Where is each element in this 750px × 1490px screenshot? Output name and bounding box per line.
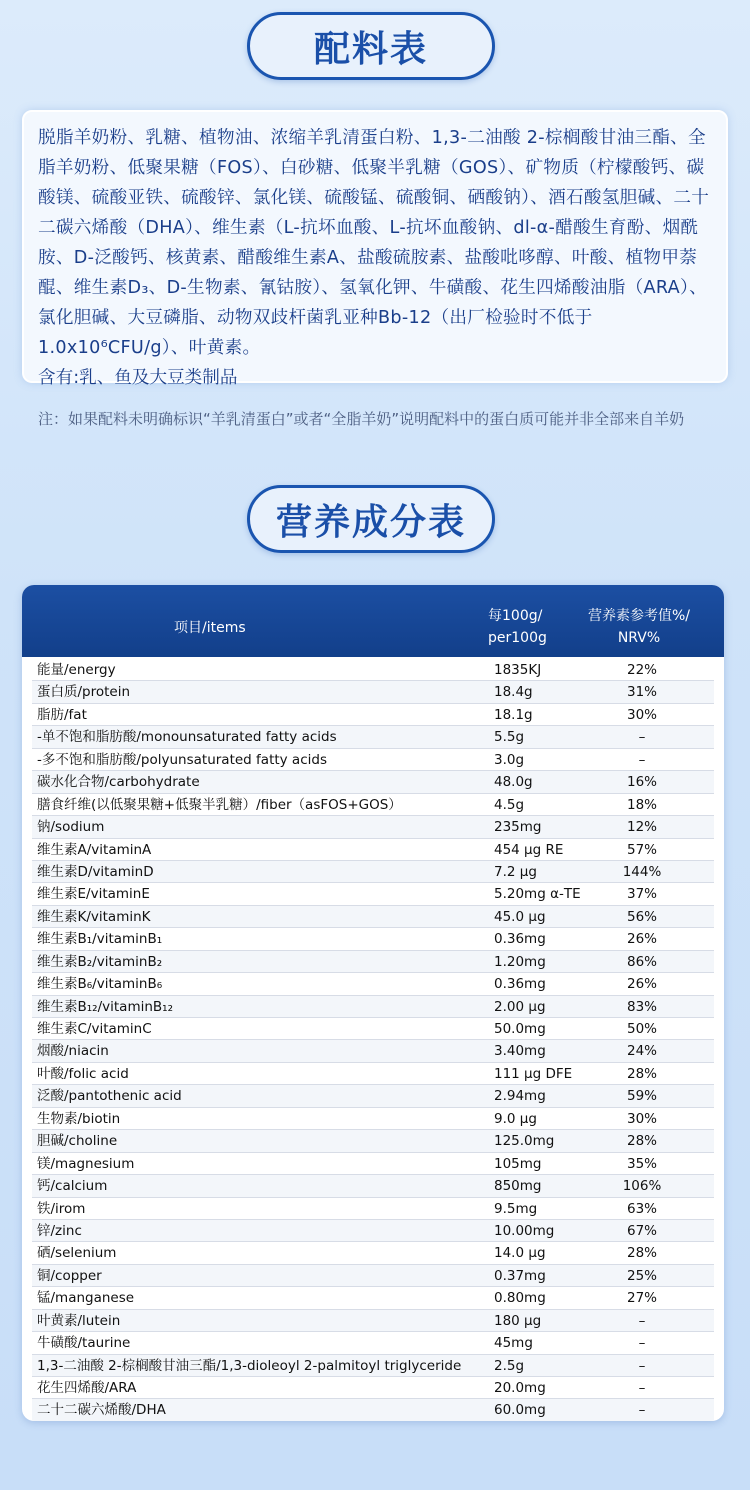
- nutrient-name: 膳食纤维(以低聚果糖+低聚半乳糖）/fiber（asFOS+GOS）: [37, 796, 402, 813]
- table-row: [32, 771, 714, 793]
- nutrient-value: 4.5g: [494, 796, 525, 813]
- header-item: 项目/items: [174, 620, 246, 636]
- ingredient-note: 注：如果配料未明确标识“羊乳清蛋白”或者“全脂羊奶”说明配料中的蛋白质可能并非全部来自羊奶: [38, 410, 685, 428]
- nutrient-value: 180 μg: [494, 1312, 542, 1329]
- table-row: [32, 973, 714, 995]
- nutrient-value: 10.00mg: [494, 1222, 555, 1239]
- nutrient-name: 蛋白质/protein: [37, 684, 131, 701]
- nutrient-value: 111 μg DFE: [494, 1065, 573, 1082]
- nutrient-name: -多不饱和脂肪酸/polyunsaturated fatty acids: [37, 751, 327, 768]
- nutrient-value: 3.0g: [494, 751, 525, 768]
- nutrient-value: 1.20mg: [494, 953, 546, 970]
- nutrient-name: 牛磺酸/taurine: [37, 1335, 131, 1352]
- nutrient-nrv: 28%: [626, 1245, 657, 1262]
- nutrient-nrv: 12%: [626, 819, 657, 836]
- table-row: [32, 1355, 714, 1377]
- nutrient-nrv: 50%: [626, 1021, 657, 1037]
- table-row: [32, 659, 714, 681]
- table-row: [32, 1108, 714, 1130]
- nutrient-nrv: 83%: [626, 998, 657, 1015]
- ingredients-panel: [22, 110, 728, 388]
- nutrient-nrv: 86%: [626, 953, 657, 970]
- nutrient-name: 维生素E/vitaminE: [37, 886, 150, 903]
- nutrient-nrv: 144%: [622, 863, 662, 880]
- nutrient-nrv: 63%: [626, 1200, 657, 1217]
- nutrient-value: 45.0 μg: [494, 908, 546, 925]
- nutrient-value: 850mg: [494, 1178, 542, 1195]
- nutrient-value: 50.0mg: [494, 1021, 546, 1037]
- nutrient-value: 5.5g: [494, 729, 525, 746]
- nutrient-name: 维生素B₁/vitaminB₁: [37, 931, 163, 948]
- nutrient-name: 生物素/biotin: [37, 1110, 121, 1127]
- table-row: [32, 1198, 714, 1220]
- table-row: [32, 1040, 714, 1062]
- nutrient-nrv: –: [638, 751, 646, 768]
- nutrient-value: 1835KJ: [494, 662, 542, 678]
- nutrient-nrv: 106%: [622, 1178, 662, 1195]
- nutrient-value: 0.36mg: [494, 931, 546, 948]
- table-row: [32, 1063, 714, 1085]
- table-row: [32, 928, 714, 950]
- table-row: [32, 1242, 714, 1264]
- header-nrv: 营养素参考值%/ NRV%: [587, 608, 691, 646]
- nutrient-nrv: 35%: [626, 1155, 657, 1172]
- table-row: [32, 794, 714, 816]
- nutrient-nrv: 27%: [626, 1290, 657, 1307]
- nutrition-table: [22, 585, 724, 1421]
- nutrient-value: 60.0mg: [494, 1402, 546, 1419]
- table-row: [32, 704, 714, 726]
- nutrient-nrv: 31%: [626, 684, 657, 701]
- nutrient-name: 维生素K/vitaminK: [37, 908, 151, 925]
- nutrient-name: 碳水化合物/carbohydrate: [37, 774, 200, 791]
- nutrient-name: 铁/irom: [37, 1200, 86, 1217]
- nutrient-value: 454 μg RE: [494, 841, 564, 858]
- table-row: [32, 749, 714, 771]
- nutrient-value: 9.5mg: [494, 1200, 538, 1217]
- nutrient-nrv: –: [638, 729, 646, 746]
- nutrient-name: 1,3-二油酸 2-棕榈酸甘油三酯/1,3-dioleoyl 2-palmitoyl triglyceride: [37, 1357, 462, 1374]
- nutrient-value: 5.20mg α-TE: [494, 886, 581, 903]
- nutrient-value: 105mg: [494, 1155, 542, 1172]
- nutrient-name: 维生素B₆/vitaminB₆: [37, 976, 163, 993]
- nutrient-nrv: 59%: [626, 1088, 657, 1105]
- table-row: [32, 1310, 714, 1332]
- nutrient-name: 钠/sodium: [37, 819, 105, 836]
- nutrient-name: 二十二碳六烯酸/DHA: [37, 1402, 166, 1419]
- nutrient-nrv: 26%: [626, 976, 657, 993]
- nutrient-name: 维生素D/vitaminD: [37, 863, 154, 880]
- table-row: [32, 726, 714, 748]
- nutrient-value: 48.0g: [494, 774, 533, 791]
- nutrient-nrv: 24%: [626, 1043, 657, 1060]
- nutrient-value: 235mg: [494, 819, 542, 836]
- nutrient-value: 20.0mg: [494, 1380, 546, 1396]
- nutrient-value: 7.2 μg: [494, 863, 537, 880]
- nutrient-name: 维生素C/vitaminC: [37, 1021, 152, 1037]
- nutrient-name: 烟酸/niacin: [37, 1043, 109, 1060]
- nutrient-name: 钙/calcium: [37, 1178, 108, 1195]
- table-row: [32, 951, 714, 973]
- nutrient-name: 镁/magnesium: [37, 1155, 135, 1172]
- nutrient-value: 9.0 μg: [494, 1110, 537, 1127]
- table-body: [32, 659, 714, 1421]
- ingredients-list: 脱脂羊奶粉、乳糖、植物油、浓缩羊乳清蛋白粉、1,3-二油酸 2-棕榈酸甘油三酯、全脂羊奶粉、低聚果糖（FOS）、白砂糖、低聚半乳糖（GOS）、矿物质（柠檬酸钙、碳酸镁、硫酸亚铁、硫酸锌、氯化镁、硫酸锰、硫酸铜、硒酸钠）、酒石酸氢胆碱、二十二碳六烯酸（DHA）、维生素（L-抗坏血酸、L-抗坏血酸钠、dl-α-醋酸生育酚、烟酰胺、D-泛酸钙、核黄素、醋酸维生素A、盐酸硫胺素、盐酸吡哆醇、叶酸、植物甲萘醌、维生素D₃、D-生物素、氰钴胺）、氢氧化钾、牛磺酸、花生四烯酸油脂（ARA）、氯化胆碱、大豆磷脂、动物双歧杆菌乳亚种Bb-12（出厂检验时不低于1.0x10⁶CFU/g）、叶黄素。: [38, 128, 710, 358]
- nutrient-name: 维生素B₂/vitaminB₂: [37, 953, 163, 970]
- ingredients-heading-text: 配料表: [313, 28, 428, 70]
- nutrient-nrv: –: [638, 1380, 646, 1396]
- table-row: [32, 1377, 714, 1399]
- nutrient-name: 锌/zinc: [37, 1222, 82, 1239]
- nutrient-value: 0.80mg: [494, 1290, 546, 1307]
- nutrient-name: 叶酸/folic acid: [37, 1065, 129, 1082]
- nutrient-nrv: 30%: [626, 706, 657, 723]
- table-row: [32, 816, 714, 838]
- nutrient-nrv: –: [638, 1402, 646, 1419]
- table-row: [32, 861, 714, 883]
- ingredients-heading: [247, 12, 495, 80]
- table-row: [32, 1130, 714, 1152]
- nutrient-value: 2.94mg: [494, 1088, 546, 1105]
- nutrient-nrv: 25%: [626, 1267, 657, 1284]
- nutrient-name: 锰/manganese: [37, 1290, 135, 1307]
- table-row: [32, 1153, 714, 1175]
- table-row: [32, 906, 714, 928]
- table-row: [32, 996, 714, 1018]
- table-row: [32, 1018, 714, 1040]
- nutrient-name: 硒/selenium: [37, 1245, 117, 1262]
- nutrient-name: 泛酸/pantothenic acid: [37, 1088, 182, 1105]
- nutrient-value: 2.5g: [494, 1357, 525, 1374]
- table-row: [32, 883, 714, 905]
- table-row: [32, 839, 714, 861]
- nutrient-nrv: 16%: [626, 774, 657, 791]
- table-row: [32, 1265, 714, 1287]
- nutrient-nrv: –: [638, 1335, 646, 1352]
- nutrient-value: 18.1g: [494, 706, 533, 723]
- nutrient-nrv: 28%: [626, 1065, 657, 1082]
- table-row: [32, 1399, 714, 1421]
- nutrient-nrv: 57%: [626, 841, 657, 858]
- nutrition-heading-text: 营养成分表: [275, 501, 466, 543]
- nutrient-name: -单不饱和脂肪酸/monounsaturated fatty acids: [37, 729, 337, 746]
- header-per100g: 每100g/ per100g: [488, 608, 547, 646]
- nutrient-name: 维生素B₁₂/vitaminB₁₂: [37, 998, 173, 1015]
- nutrient-nrv: 26%: [626, 931, 657, 948]
- nutrient-name: 花生四烯酸/ARA: [37, 1380, 137, 1396]
- table-row: [32, 1175, 714, 1197]
- nutrient-nrv: 37%: [626, 886, 657, 903]
- nutrient-value: 0.36mg: [494, 976, 546, 993]
- nutrient-name: 维生素A/vitaminA: [37, 841, 152, 858]
- table-row: [32, 1085, 714, 1107]
- nutrient-nrv: –: [638, 1312, 646, 1329]
- nutrient-value: 0.37mg: [494, 1267, 546, 1284]
- nutrient-name: 脂肪/fat: [37, 706, 87, 723]
- nutrient-nrv: –: [638, 1357, 646, 1374]
- table-row: [32, 1220, 714, 1242]
- table-row: [32, 681, 714, 703]
- nutrient-name: 胆碱/choline: [37, 1133, 118, 1150]
- nutrient-nrv: 28%: [626, 1133, 657, 1150]
- nutrient-value: 2.00 μg: [494, 998, 546, 1015]
- nutrient-nrv: 67%: [626, 1222, 657, 1239]
- nutrient-name: 铜/copper: [37, 1267, 102, 1284]
- nutrient-value: 3.40mg: [494, 1043, 546, 1060]
- table-row: [32, 1332, 714, 1354]
- nutrient-nrv: 18%: [626, 796, 657, 813]
- table-row: [32, 1287, 714, 1309]
- nutrient-value: 14.0 μg: [494, 1245, 546, 1262]
- nutrient-value: 18.4g: [494, 684, 533, 701]
- nutrition-heading: [247, 485, 495, 553]
- nutrient-name: 叶黄素/lutein: [37, 1312, 121, 1329]
- table-header: [22, 585, 724, 657]
- nutrient-name: 能量/energy: [37, 662, 116, 678]
- allergen-statement: 含有:乳、鱼及大豆类制品: [38, 368, 238, 388]
- nutrient-nrv: 56%: [626, 908, 657, 925]
- nutrient-value: 125.0mg: [494, 1133, 555, 1150]
- nutrient-value: 45mg: [494, 1335, 533, 1352]
- nutrient-nrv: 22%: [626, 662, 657, 678]
- nutrient-nrv: 30%: [626, 1110, 657, 1127]
